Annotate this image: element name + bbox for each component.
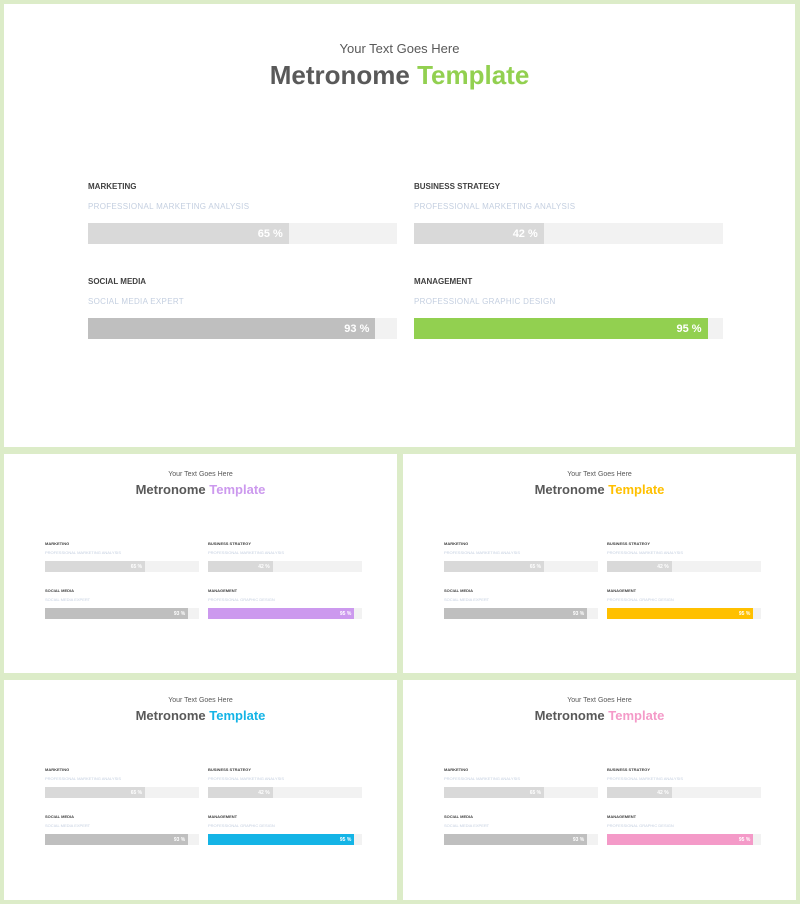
- progress-fill: [607, 834, 753, 845]
- progress-fill: [414, 318, 708, 339]
- skill-description: PROFESSIONAL GRAPHIC DESIGN: [208, 597, 275, 602]
- slide-blue[interactable]: [4, 680, 397, 900]
- skill-description: SOCIAL MEDIA EXPERT: [444, 823, 490, 828]
- skill-label: BUSINESS STRATEGY: [208, 767, 252, 772]
- skill-social-media: [45, 588, 199, 623]
- progress-track: [414, 223, 723, 244]
- title-main: Metronome: [269, 60, 410, 90]
- skill-business-strategy: [607, 767, 761, 802]
- skill-marketing: [444, 541, 598, 576]
- title-accent: Template: [209, 708, 266, 723]
- progress-percent: 95 %: [339, 610, 352, 617]
- title-accent: Template: [608, 482, 665, 497]
- skill-description: PROFESSIONAL MARKETING ANALYSIS: [208, 776, 285, 781]
- title-accent: Template: [209, 482, 266, 497]
- progress-fill: [414, 223, 544, 244]
- skill-label: BUSINESS STRATEGY: [607, 767, 651, 772]
- skill-marketing: [45, 541, 199, 576]
- skill-label: SOCIAL MEDIA: [444, 814, 474, 819]
- progress-fill: [208, 834, 354, 845]
- progress-track: [88, 318, 397, 339]
- skill-business-strategy: [414, 182, 723, 252]
- progress-fill: [444, 834, 587, 845]
- skill-label: MANAGEMENT: [208, 588, 238, 593]
- skill-label: MANAGEMENT: [607, 588, 637, 593]
- skill-label: BUSINESS STRATEGY: [414, 182, 501, 191]
- progress-track: [607, 787, 761, 798]
- skill-management: [607, 814, 761, 849]
- progress-fill: [45, 787, 145, 798]
- skill-business-strategy: [208, 767, 362, 802]
- progress-percent: 93 %: [173, 836, 186, 843]
- progress-track: [45, 608, 199, 619]
- title-accent: Template: [608, 708, 665, 723]
- progress-fill: [45, 561, 145, 572]
- skill-label: SOCIAL MEDIA: [88, 277, 147, 286]
- progress-percent: 65 %: [257, 227, 283, 240]
- skill-label: MARKETING: [444, 541, 469, 546]
- progress-fill: [88, 223, 289, 244]
- title-main: Metronome: [135, 482, 206, 497]
- progress-fill: [607, 608, 753, 619]
- progress-track: [208, 561, 362, 572]
- skill-social-media: [444, 588, 598, 623]
- title-main: Metronome: [534, 708, 605, 723]
- progress-track: [45, 834, 199, 845]
- progress-track: [45, 787, 199, 798]
- progress-percent: 65 %: [130, 563, 143, 570]
- progress-percent: 95 %: [676, 322, 702, 335]
- progress-percent: 65 %: [130, 789, 143, 796]
- progress-fill: [208, 787, 273, 798]
- progress-percent: 95 %: [738, 836, 751, 843]
- slide-main[interactable]: [4, 4, 795, 447]
- progress-percent: 42 %: [657, 789, 669, 796]
- skill-description: PROFESSIONAL GRAPHIC DESIGN: [607, 823, 674, 828]
- slide-subtitle: Your Text Goes Here: [168, 471, 233, 478]
- slide-subtitle: Your Text Goes Here: [567, 697, 632, 704]
- progress-percent: 65 %: [529, 789, 542, 796]
- skill-description: PROFESSIONAL GRAPHIC DESIGN: [208, 823, 275, 828]
- title-accent: Template: [417, 60, 530, 90]
- skill-description: PROFESSIONAL MARKETING ANALYSIS: [444, 550, 521, 555]
- skill-label: MANAGEMENT: [208, 814, 238, 819]
- skill-management: [414, 277, 723, 347]
- skill-social-media: [444, 814, 598, 849]
- skill-business-strategy: [208, 541, 362, 576]
- progress-fill: [208, 608, 354, 619]
- slide-title: [403, 708, 796, 723]
- skill-description: SOCIAL MEDIA EXPERT: [444, 597, 490, 602]
- skill-description: PROFESSIONAL MARKETING ANALYSIS: [607, 550, 684, 555]
- slide-subtitle: Your Text Goes Here: [168, 697, 233, 704]
- slide-title: [403, 482, 796, 497]
- skill-label: SOCIAL MEDIA: [45, 814, 75, 819]
- slide-purple[interactable]: [4, 454, 397, 673]
- progress-track: [444, 561, 598, 572]
- progress-track: [607, 834, 761, 845]
- skill-social-media: [88, 277, 397, 347]
- skill-description: PROFESSIONAL MARKETING ANALYSIS: [88, 202, 250, 211]
- skill-management: [208, 588, 362, 623]
- skill-label: MARKETING: [45, 767, 70, 772]
- progress-percent: 42 %: [258, 789, 270, 796]
- skill-label: MANAGEMENT: [607, 814, 637, 819]
- progress-percent: 93 %: [572, 610, 585, 617]
- slide-title: [4, 482, 397, 497]
- slide-subtitle: Your Text Goes Here: [567, 471, 632, 478]
- skill-marketing: [444, 767, 598, 802]
- skill-label: SOCIAL MEDIA: [45, 588, 75, 593]
- skill-description: PROFESSIONAL MARKETING ANALYSIS: [607, 776, 684, 781]
- progress-percent: 93 %: [572, 836, 585, 843]
- slide-title: [4, 708, 397, 723]
- progress-fill: [444, 787, 544, 798]
- slide-subtitle: Your Text Goes Here: [339, 41, 460, 56]
- skill-description: PROFESSIONAL GRAPHIC DESIGN: [607, 597, 674, 602]
- skill-label: BUSINESS STRATEGY: [208, 541, 252, 546]
- slide-yellow[interactable]: [403, 454, 796, 673]
- skill-description: SOCIAL MEDIA EXPERT: [45, 597, 91, 602]
- skill-description: PROFESSIONAL MARKETING ANALYSIS: [208, 550, 285, 555]
- progress-fill: [607, 787, 672, 798]
- progress-percent: 95 %: [738, 610, 751, 617]
- progress-track: [88, 223, 397, 244]
- progress-percent: 42 %: [512, 227, 538, 240]
- progress-track: [208, 834, 362, 845]
- progress-fill: [444, 608, 587, 619]
- skill-label: MARKETING: [88, 182, 137, 191]
- progress-fill: [45, 608, 188, 619]
- slide-title: [4, 60, 795, 91]
- progress-track: [444, 834, 598, 845]
- skill-description: SOCIAL MEDIA EXPERT: [45, 823, 91, 828]
- skill-label: BUSINESS STRATEGY: [607, 541, 651, 546]
- progress-fill: [607, 561, 672, 572]
- progress-fill: [88, 318, 375, 339]
- skill-business-strategy: [607, 541, 761, 576]
- progress-track: [45, 561, 199, 572]
- progress-track: [208, 608, 362, 619]
- progress-fill: [45, 834, 188, 845]
- skill-description: SOCIAL MEDIA EXPERT: [88, 297, 184, 306]
- progress-track: [208, 787, 362, 798]
- progress-fill: [208, 561, 273, 572]
- progress-track: [607, 561, 761, 572]
- skill-marketing: [45, 767, 199, 802]
- progress-track: [607, 608, 761, 619]
- skill-social-media: [45, 814, 199, 849]
- progress-track: [414, 318, 723, 339]
- progress-percent: 93 %: [173, 610, 186, 617]
- progress-fill: [444, 561, 544, 572]
- slide-pink[interactable]: [403, 680, 796, 900]
- progress-percent: 42 %: [657, 563, 669, 570]
- progress-track: [444, 608, 598, 619]
- skill-label: MARKETING: [444, 767, 469, 772]
- skill-management: [607, 588, 761, 623]
- skill-description: PROFESSIONAL MARKETING ANALYSIS: [45, 776, 122, 781]
- skill-description: PROFESSIONAL MARKETING ANALYSIS: [444, 776, 521, 781]
- skill-management: [208, 814, 362, 849]
- title-main: Metronome: [135, 708, 206, 723]
- progress-percent: 65 %: [529, 563, 542, 570]
- skill-description: PROFESSIONAL GRAPHIC DESIGN: [414, 297, 556, 306]
- skill-marketing: [88, 182, 397, 252]
- title-main: Metronome: [534, 482, 605, 497]
- skill-description: PROFESSIONAL MARKETING ANALYSIS: [45, 550, 122, 555]
- progress-percent: 42 %: [258, 563, 270, 570]
- skill-description: PROFESSIONAL MARKETING ANALYSIS: [414, 202, 576, 211]
- progress-percent: 93 %: [344, 322, 370, 335]
- skill-label: SOCIAL MEDIA: [444, 588, 474, 593]
- skill-label: MANAGEMENT: [414, 277, 473, 286]
- progress-track: [444, 787, 598, 798]
- progress-percent: 95 %: [339, 836, 352, 843]
- skill-label: MARKETING: [45, 541, 70, 546]
